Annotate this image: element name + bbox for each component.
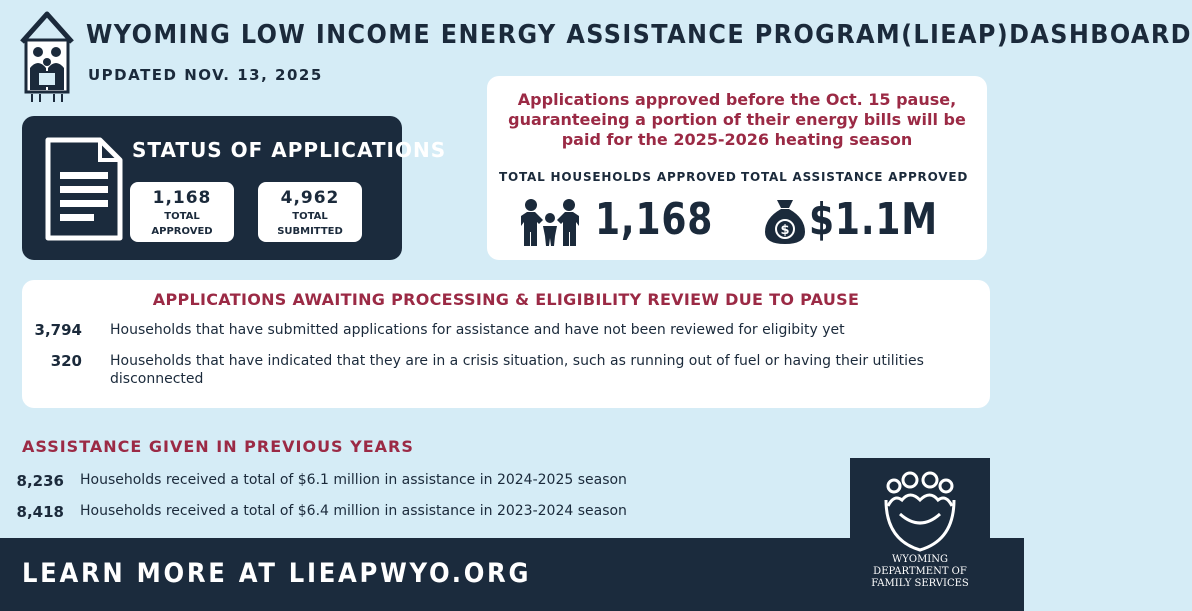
approved-panel — [487, 76, 987, 260]
awaiting-count: 320 — [50, 352, 82, 370]
updated-date: UPDATED NOV. 13, 2025 — [88, 66, 323, 84]
status-panel — [22, 116, 447, 260]
house-family-icon — [18, 8, 76, 104]
department-logo-icon — [880, 470, 960, 552]
awaiting-count: 3,794 — [34, 321, 82, 339]
previous-year-count: 8,418 — [16, 503, 64, 521]
previous-year-text: Households received a total of $6.1 million in assistance in 2024-2025 season — [80, 472, 627, 488]
status-heading: STATUS OF APPLICATIONS — [132, 138, 447, 162]
previous-years-title: ASSISTANCE GIVEN IN PREVIOUS YEARS — [22, 437, 414, 456]
submitted-label-line2: SUBMITTED — [277, 226, 343, 237]
awaiting-text: Households that have indicated that they are in a crisis situation, such as running out of fuel or having their utilities disconnected — [110, 353, 924, 387]
approved-card — [130, 182, 234, 242]
learn-more-link[interactable]: LEARN MORE AT LIEAPWYO.ORG — [22, 558, 532, 589]
awaiting-panel — [22, 280, 990, 408]
submitted-card — [258, 182, 362, 242]
family-icon — [519, 198, 581, 246]
previous-year-text: Households received a total of $6.4 million in assistance in 2023-2024 season — [80, 503, 627, 519]
svg-text:$: $ — [780, 223, 790, 238]
households-approved-label: TOTAL HOUSEHOLDS APPROVED — [499, 170, 737, 184]
awaiting-text: Households that have submitted applications for assistance and have not been reviewed for eligibity yet — [110, 322, 845, 338]
previous-year-count: 8,236 — [16, 472, 64, 490]
approved-label-line2: APPROVED — [151, 226, 213, 237]
approved-label-line1: TOTAL — [164, 211, 200, 222]
department-panel — [850, 458, 990, 611]
submitted-label-line1: TOTAL — [292, 211, 328, 222]
approved-message: Applications approved before the Oct. 15 pause, guaranteeing a portion of their energy bills will be paid for the 2025-2026 heating season — [508, 90, 966, 149]
money-bag-icon — [763, 196, 807, 246]
awaiting-title: APPLICATIONS AWAITING PROCESSING & ELIGIBILITY REVIEW DUE TO PAUSE — [152, 290, 860, 309]
document-icon — [40, 134, 128, 244]
assistance-approved-label: TOTAL ASSISTANCE APPROVED — [741, 170, 969, 184]
households-approved-value: 1,168 — [595, 194, 714, 245]
page-title: WYOMING LOW INCOME ENERGY ASSISTANCE PROGRAM(LIEAP)DASHBOARD — [86, 20, 1192, 50]
department-name: WYOMING DEPARTMENT OF FAMILY SERVICES — [871, 554, 969, 589]
assistance-approved-value: $1.1M — [809, 194, 939, 245]
approved-count: 1,168 — [152, 188, 212, 208]
submitted-count: 4,962 — [280, 188, 340, 208]
